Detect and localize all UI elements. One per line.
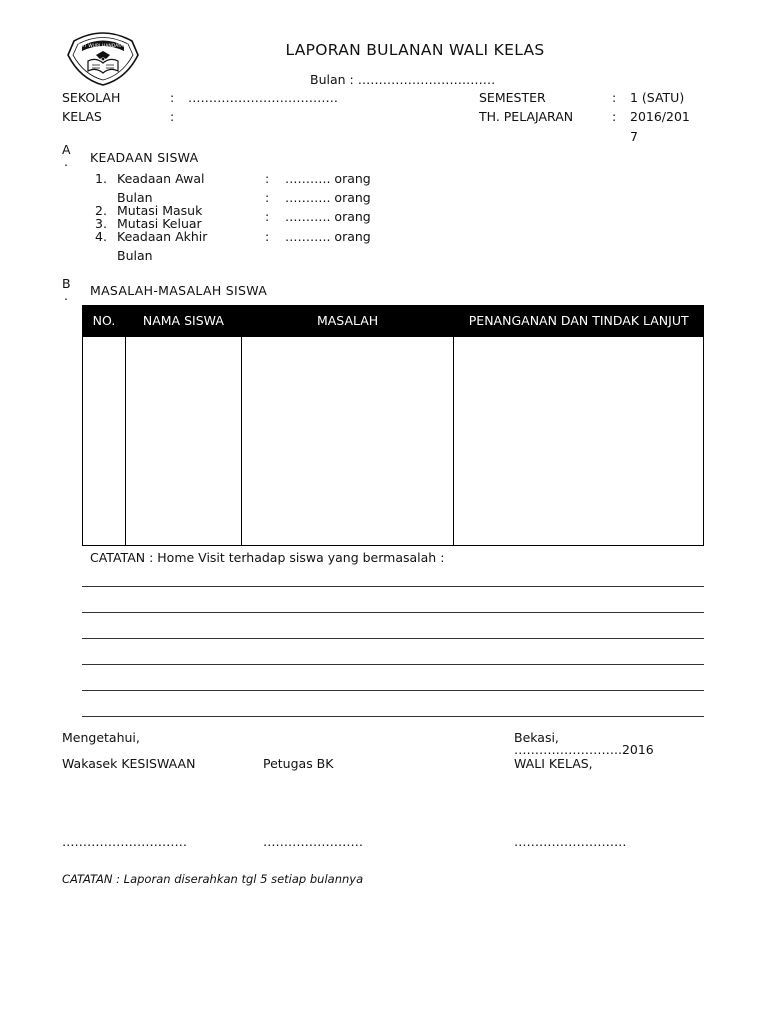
signature-line-wali-kelas: ……………………… [514, 834, 627, 849]
semester-colon: : [612, 90, 617, 105]
signature-line-wakasek: ………………………… [62, 834, 187, 849]
note-line [82, 612, 704, 613]
item-2-value: ……….. orang [285, 190, 371, 205]
sekolah-label: SEKOLAH [62, 90, 121, 105]
bekasi-label: Bekasi, [514, 730, 559, 745]
item-4-label: Keadaan Akhir [117, 229, 208, 244]
item-2-num: 2. [95, 203, 107, 218]
section-b-letter: B [62, 276, 71, 291]
sekolah-colon: : [170, 90, 175, 105]
item-1-label: Keadaan Awal [117, 171, 205, 186]
item-4-label-cont: Bulan [117, 248, 153, 263]
item-1-label-cont: Bulan [117, 190, 153, 205]
table-row [83, 337, 704, 546]
item-4-colon: : [265, 229, 270, 244]
note-line [82, 586, 704, 587]
signature-line-petugas: …………………… [263, 834, 363, 849]
note-line [82, 664, 704, 665]
semester-label: SEMESTER [479, 90, 546, 105]
mengetahui-label: Mengetahui, [62, 730, 140, 745]
cell-no [83, 337, 126, 546]
note-line [82, 690, 704, 691]
item-1-colon: : [265, 171, 270, 186]
item-4-num: 4. [95, 229, 107, 244]
note-line [82, 638, 704, 639]
semester-value: 1 (SATU) [630, 90, 685, 105]
section-b-dot: . [64, 288, 68, 303]
col-no-header: NO. [83, 306, 126, 337]
item-3-num: 3. [95, 216, 107, 231]
date-line: ……………………..2016 [514, 742, 654, 757]
item-1-num: 1. [95, 171, 107, 186]
item-3-value: ……….. orang [285, 209, 371, 224]
cell-masalah [241, 337, 454, 546]
item-3-label: Mutasi Keluar [117, 216, 202, 231]
col-penanganan-header: PENANGANAN DAN TINDAK LANJUT [454, 306, 704, 337]
tahun-pelajaran-colon: : [612, 109, 617, 124]
masalah-siswa-table [82, 305, 704, 546]
bulan-field: Bulan : …………………………… [310, 72, 496, 87]
wakasek-label: Wakasek KESISWAAN [62, 756, 196, 771]
svg-text:TUT WURI HANDAYANI: TUT WURI HANDAYANI [78, 44, 128, 49]
section-a-dot: . [64, 154, 68, 169]
cell-penanganan [454, 337, 704, 546]
catatan-home-visit: CATATAN : Home Visit terhadap siswa yang bermasalah : [90, 550, 445, 565]
col-masalah-header: MASALAH [241, 306, 454, 337]
page-title: LAPORAN BULANAN WALI KELAS [285, 41, 545, 59]
table-header-row [83, 306, 704, 337]
item-2-colon: : [265, 190, 270, 205]
kelas-label: KELAS [62, 109, 102, 124]
cell-nama-siswa [125, 337, 241, 546]
kelas-colon: : [170, 109, 175, 124]
note-line [82, 716, 704, 717]
item-1-value: ……….. orang [285, 171, 371, 186]
wali-kelas-label: WALI KELAS, [514, 756, 593, 771]
petugas-bk-label: Petugas BK [263, 756, 334, 771]
footer-note: CATATAN : Laporan diserahkan tgl 5 setiap bulannya [62, 872, 364, 886]
item-4-value: ……….. orang [285, 229, 371, 244]
section-b-title: MASALAH-MASALAH SISWA [90, 283, 268, 298]
item-2-label: Mutasi Masuk [117, 203, 203, 218]
tahun-pelajaran-value: 2016/201 [630, 109, 690, 124]
section-a-letter: A [62, 142, 71, 157]
tahun-pelajaran-value-wrap: 7 [630, 129, 638, 144]
col-nama-siswa-header: NAMA SISWA [125, 306, 241, 337]
section-a-title: KEADAAN SISWA [90, 150, 199, 165]
item-3-colon: : [265, 209, 270, 224]
tahun-pelajaran-label: TH. PELAJARAN [479, 109, 574, 124]
sekolah-value: ……………………………… [188, 90, 338, 105]
